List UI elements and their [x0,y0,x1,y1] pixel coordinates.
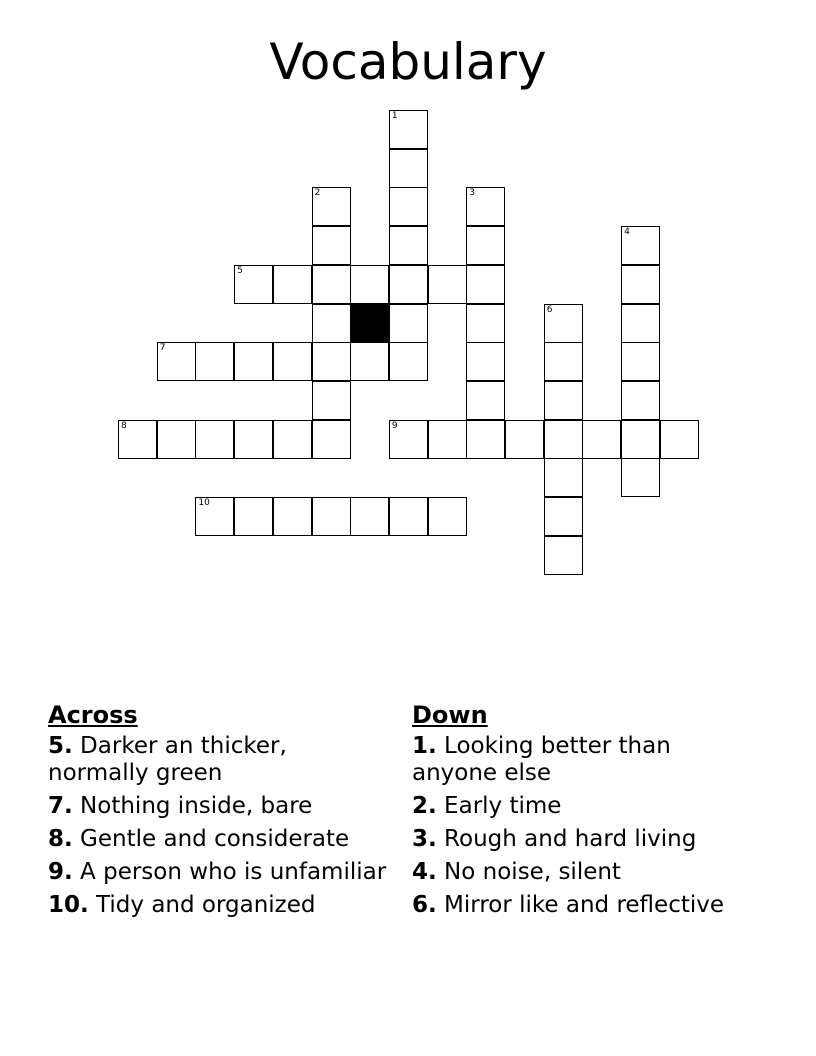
grid-cell[interactable] [273,497,312,536]
grid-cell[interactable] [118,420,157,459]
grid-cell[interactable] [621,458,660,497]
grid-cell[interactable] [389,149,428,188]
grid-cell[interactable] [621,381,660,420]
grid-cell[interactable] [389,420,428,459]
grid-cell[interactable] [389,497,428,536]
grid-cell[interactable] [389,342,428,381]
grid-cell[interactable] [621,420,660,459]
grid-cell[interactable] [350,342,389,381]
across-heading: Across [48,701,138,729]
grid-cell[interactable] [273,420,312,459]
grid-cell[interactable] [312,497,351,536]
grid-cell[interactable] [544,420,583,459]
grid-cell[interactable] [389,110,428,149]
clue-number: 7 [159,343,166,354]
grid-cell[interactable] [195,420,234,459]
grid-cell[interactable] [350,497,389,536]
grid-cell[interactable] [621,304,660,343]
grid-cell[interactable] [544,497,583,536]
down-clues [412,702,752,925]
grid-cell[interactable] [428,265,467,304]
grid-cell[interactable] [312,226,351,265]
grid-cell[interactable] [157,342,196,381]
clue-number: 2 [314,188,321,199]
grid-cell[interactable] [466,342,505,381]
clue-down-2: 2. Early time [412,793,562,819]
blocked-cell [350,304,389,343]
down-heading: Down [412,701,488,729]
grid-cell[interactable] [660,420,699,459]
clue-number: 4 [624,227,630,238]
grid-cell[interactable] [428,420,467,459]
clue-down-6: 6. Mirror like and reflective [412,892,725,918]
across-clues [48,702,388,925]
clue-number: 5 [237,265,243,276]
grid-cell[interactable] [505,420,544,459]
grid-cell[interactable] [234,420,273,459]
grid-cell[interactable] [389,304,428,343]
clue-across-10: 10. Tidy and organized [48,892,316,918]
grid-cell[interactable] [273,342,312,381]
grid-cell[interactable] [466,265,505,304]
grid-cell[interactable] [466,304,505,343]
grid-cell[interactable] [389,187,428,226]
grid-cell[interactable] [621,265,660,304]
grid-cell[interactable] [544,342,583,381]
grid-cell[interactable] [312,265,351,304]
clue-across-9: 9. A person who is unfamiliar [48,859,387,885]
grid-cell[interactable] [389,226,428,265]
grid-cell[interactable] [466,187,505,226]
clue-across-7: 7. Nothing inside, bare [48,793,313,819]
grid-cell[interactable] [428,497,467,536]
grid-cell[interactable] [582,420,621,459]
grid-cell[interactable] [312,420,351,459]
clue-number: 10 [198,498,210,508]
grid-cell[interactable] [621,342,660,381]
clue-across-8: 8. Gentle and considerate [48,826,350,852]
grid-cell[interactable] [350,265,389,304]
grid-cell[interactable] [273,265,312,304]
grid-cell[interactable] [544,536,583,575]
clue-down-1: 1. Looking better than anyone else [412,733,671,786]
clue-across-5: 5. Darker an thicker, normally green [48,733,287,786]
clue-number: 8 [121,420,127,431]
grid-cell[interactable] [312,187,351,226]
grid-cell[interactable] [312,304,351,343]
grid-cell[interactable] [544,304,583,343]
grid-cell[interactable] [195,497,234,536]
grid-cell[interactable] [389,265,428,304]
grid-cell[interactable] [466,226,505,265]
grid-cell[interactable] [157,420,196,459]
grid-cell[interactable] [312,381,351,420]
grid-cell[interactable] [195,342,234,381]
grid-cell[interactable] [234,497,273,536]
grid-cell[interactable] [234,342,273,381]
grid-cell[interactable] [466,381,505,420]
grid-cell[interactable] [234,265,273,304]
clue-number: 1 [391,111,398,121]
clue-number: 6 [546,304,553,315]
grid-cell[interactable] [466,420,505,459]
page-title: Vocabulary [269,33,547,91]
grid-cell[interactable] [544,458,583,497]
clue-down-4: 4. No noise, silent [412,859,621,885]
grid-cell[interactable] [621,226,660,265]
grid-cell[interactable] [544,381,583,420]
clue-down-3: 3. Rough and hard living [412,826,697,852]
clue-number: 9 [391,420,398,431]
clue-number: 3 [469,188,476,199]
grid-cell[interactable] [312,342,351,381]
